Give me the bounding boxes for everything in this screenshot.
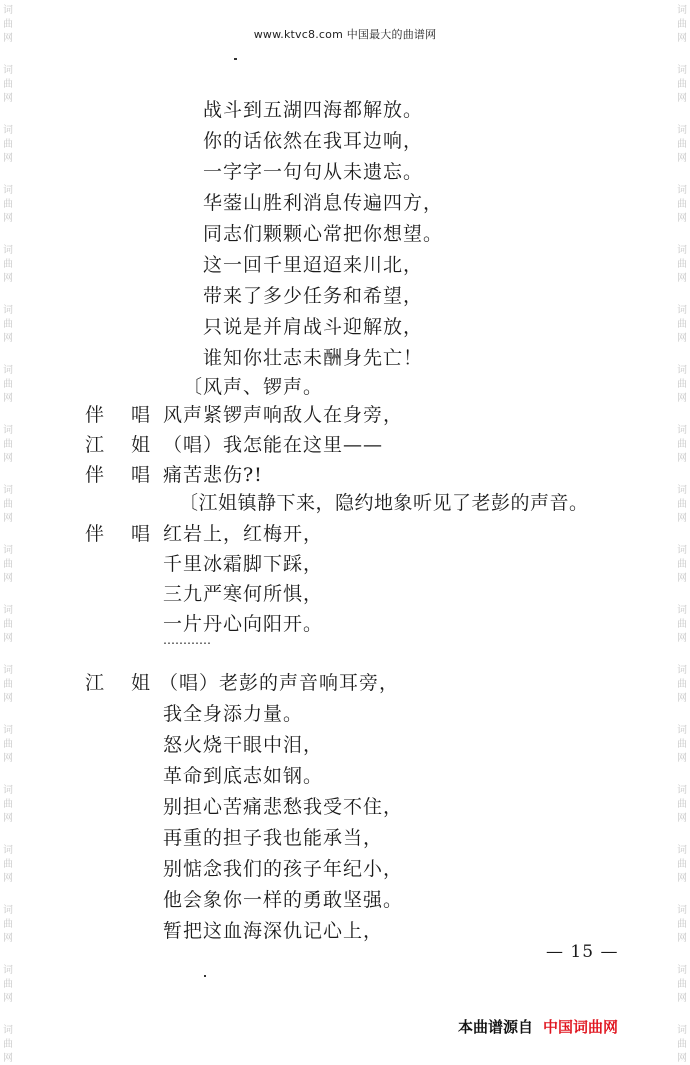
watermark-char: 词 [677,785,687,796]
speaker-char: 江 [85,434,106,456]
chorus-line: 红岩上，红梅开， [163,523,324,545]
watermark-char: 词 [3,545,13,556]
watermark-char: 词 [677,185,687,196]
sung-line: 我全身添力量。 [163,703,304,725]
watermark-glyphs [1,304,15,346]
watermark-char: 曲 [3,919,13,930]
watermark-glyphs [1,724,15,766]
watermark-glyphs [675,364,689,406]
dialogue-line: 痛苦悲伤?! [163,464,263,486]
watermark-char: 词 [3,905,13,916]
speaker-char: 姐 [131,434,152,456]
watermark-char: 网 [3,633,13,644]
speaker-label [85,519,151,546]
watermark-glyphs [675,904,689,946]
watermark-char: 网 [677,333,687,344]
watermark-char: 网 [677,153,687,164]
watermark-char: 曲 [677,559,687,570]
watermark-glyphs [1,844,15,886]
watermark-char: 网 [677,933,687,944]
watermark-char: 网 [3,213,13,224]
watermark-glyphs [675,724,689,766]
watermark-glyphs [675,244,689,286]
verse-line: 只说是并肩战斗迎解放， [203,316,424,338]
watermark-char: 网 [677,753,687,764]
watermark-char: 曲 [677,139,687,150]
sung-line: 再重的担子我也能承当， [163,827,384,849]
watermark-glyphs [675,184,689,226]
watermark-char: 曲 [3,979,13,990]
chorus-line: 三九严寒何所惧， [163,583,324,605]
watermark-char: 曲 [3,559,13,570]
watermark-char: 词 [3,965,13,976]
watermark-char: 曲 [3,379,13,390]
watermark-glyphs [1,364,15,406]
speaker-label [85,430,151,457]
speaker-char: 姐 [131,672,152,694]
speaker-label [85,460,151,487]
watermark-char: 词 [3,5,13,16]
watermark-glyphs [675,664,689,706]
watermark-char: 曲 [677,679,687,690]
watermark-char: 词 [677,905,687,916]
left-watermark-strip [0,0,16,1065]
watermark-glyphs [1,124,15,166]
watermark-glyphs [675,784,689,826]
watermark-char: 曲 [677,859,687,870]
speaker-label [85,668,151,695]
watermark-char: 网 [3,693,13,704]
watermark-char: 词 [677,965,687,976]
sung-line: 革命到底志如钢。 [163,765,324,787]
verse-line: 谁知你壮志未酬身先亡！ [203,347,424,369]
chorus-line: 一片丹心向阳开。 [163,613,324,635]
watermark-glyphs [675,304,689,346]
watermark-char: 曲 [677,919,687,930]
watermark-char: 网 [3,273,13,284]
watermark-glyphs [675,964,689,1006]
watermark-glyphs [1,184,15,226]
watermark-char: 网 [677,993,687,1004]
verse-line: 华蓥山胜利消息传遍四方， [203,192,444,214]
speaker-char: 江 [85,672,106,694]
watermark-char: 网 [677,93,687,104]
watermark-char: 曲 [677,199,687,210]
watermark-char: 网 [677,213,687,224]
watermark-char: 网 [3,33,13,44]
chorus-line: 千里冰霜脚下踩， [163,553,324,575]
watermark-char: 网 [677,633,687,644]
watermark-char: 词 [3,125,13,136]
watermark-char: 网 [3,153,13,164]
watermark-char: 网 [3,393,13,404]
watermark-char: 词 [677,425,687,436]
watermark-char: 词 [677,5,687,16]
watermark-glyphs [675,124,689,166]
page-header: www.ktvc8.com 中国最大的曲谱网 [253,28,437,41]
watermark-char: 词 [677,125,687,136]
watermark-char: 词 [3,845,13,856]
verse-line: 战斗到五湖四海都解放。 [203,99,424,121]
watermark-char: 网 [677,573,687,584]
watermark-glyphs [1,424,15,466]
watermark-char: 曲 [3,139,13,150]
watermark-char: 词 [677,845,687,856]
watermark-char: 词 [3,1025,13,1036]
watermark-char: 曲 [3,679,13,690]
speaker-char: 唱 [131,523,152,545]
watermark-char: 网 [3,453,13,464]
watermark-glyphs [675,604,689,646]
watermark-char: 网 [3,573,13,584]
watermark-glyphs [1,544,15,586]
verse-line: 带来了多少任务和希望， [203,285,424,307]
watermark-char: 网 [677,813,687,824]
watermark-glyphs [675,484,689,526]
footer-credit [458,1016,618,1037]
watermark-char: 词 [677,725,687,736]
watermark-char: 网 [677,1053,687,1064]
watermark-glyphs [675,424,689,466]
speaker-char: 伴 [85,464,106,486]
watermark-char: 曲 [677,319,687,330]
watermark-char: 曲 [3,739,13,750]
page-number: — 15 — [546,942,619,962]
watermark-char: 曲 [677,79,687,90]
speaker-char: 唱 [131,464,152,486]
verse-line: 同志们颗颗心常把你想望。 [203,223,444,245]
watermark-char: 网 [677,873,687,884]
watermark-char: 词 [3,785,13,796]
watermark-char: 网 [3,993,13,1004]
watermark-char: 网 [3,813,13,824]
watermark-char: 词 [677,665,687,676]
print-speck [204,975,206,977]
watermark-char: 曲 [677,439,687,450]
watermark-char: 曲 [677,799,687,810]
watermark-char: 词 [3,65,13,76]
verse-line: 你的话依然在我耳边响， [203,130,424,152]
watermark-char: 曲 [3,259,13,270]
watermark-char: 曲 [3,319,13,330]
stage-direction: 〔江姐镇静下来，隐约地象听见了老彭的声音。 [179,492,589,514]
watermark-glyphs [1,244,15,286]
watermark-glyphs [675,1024,689,1065]
watermark-char: 词 [677,245,687,256]
watermark-char: 词 [3,665,13,676]
watermark-char: 网 [677,693,687,704]
dialogue-line: 风声紧锣声响敌人在身旁， [163,404,404,426]
speaker-char: 唱 [131,404,152,426]
footer-source-label: 本曲谱源自 [458,1018,534,1036]
watermark-char: 词 [677,605,687,616]
sung-line: 怒火烧干眼中泪， [163,734,324,756]
watermark-char: 曲 [677,499,687,510]
watermark-char: 网 [3,933,13,944]
watermark-char: 曲 [677,379,687,390]
watermark-glyphs [1,484,15,526]
watermark-glyphs [1,964,15,1006]
watermark-glyphs [1,784,15,826]
watermark-char: 网 [677,273,687,284]
watermark-char: 网 [677,33,687,44]
watermark-char: 网 [677,513,687,524]
watermark-char: 网 [3,873,13,884]
watermark-char: 曲 [3,619,13,630]
watermark-char: 曲 [677,739,687,750]
watermark-glyphs [1,664,15,706]
watermark-char: 曲 [3,199,13,210]
sung-line: 他会象你一样的勇敢坚强。 [163,889,404,911]
watermark-glyphs [1,64,15,106]
watermark-char: 曲 [3,19,13,30]
watermark-char: 词 [677,65,687,76]
watermark-char: 曲 [677,979,687,990]
sung-line: 暂把这血海深仇记心上， [163,920,384,942]
watermark-char: 词 [3,725,13,736]
speaker-label [85,400,151,427]
ellipsis: ………… [163,633,211,647]
watermark-char: 词 [677,365,687,376]
sung-line: （唱）老彭的声音响耳旁， [159,672,400,694]
verse-line: 这一回千里迢迢来川北， [203,254,424,276]
watermark-char: 曲 [3,79,13,90]
watermark-char: 词 [3,605,13,616]
watermark-char: 网 [677,453,687,464]
watermark-char: 词 [3,425,13,436]
watermark-char: 词 [677,305,687,316]
watermark-char: 词 [3,245,13,256]
sung-line: 别担心苦痛悲愁我受不住， [163,796,404,818]
watermark-char: 曲 [3,499,13,510]
verse-line: 一字字一句句从未遗忘。 [203,161,424,183]
watermark-glyphs [675,544,689,586]
watermark-char: 网 [677,393,687,404]
watermark-char: 曲 [3,439,13,450]
footer-brand: 中国词曲网 [543,1018,619,1036]
watermark-char: 曲 [3,1039,13,1050]
watermark-char: 词 [3,185,13,196]
watermark-char: 曲 [677,259,687,270]
watermark-char: 网 [3,513,13,524]
watermark-char: 曲 [677,19,687,30]
watermark-glyphs [1,604,15,646]
watermark-char: 曲 [3,859,13,870]
stage-direction: 〔风声、锣声。 [183,376,324,398]
watermark-char: 曲 [677,1039,687,1050]
watermark-glyphs [1,904,15,946]
watermark-char: 网 [3,1053,13,1064]
watermark-char: 词 [677,1025,687,1036]
watermark-char: 词 [3,305,13,316]
speaker-char: 伴 [85,404,106,426]
dialogue-line: （唱）我怎能在这里—— [163,434,384,456]
watermark-char: 词 [3,485,13,496]
watermark-glyphs [675,64,689,106]
print-speck [234,58,237,60]
watermark-char: 网 [3,333,13,344]
sung-line: 别惦念我们的孩子年纪小， [163,858,404,880]
watermark-glyphs [1,1024,15,1065]
watermark-char: 网 [3,753,13,764]
watermark-char: 词 [677,545,687,556]
right-watermark-strip [674,0,690,1065]
watermark-glyphs [675,844,689,886]
watermark-char: 词 [677,485,687,496]
speaker-char: 伴 [85,523,106,545]
watermark-char: 网 [3,93,13,104]
watermark-char: 词 [3,365,13,376]
watermark-char: 曲 [677,619,687,630]
watermark-char: 曲 [3,799,13,810]
